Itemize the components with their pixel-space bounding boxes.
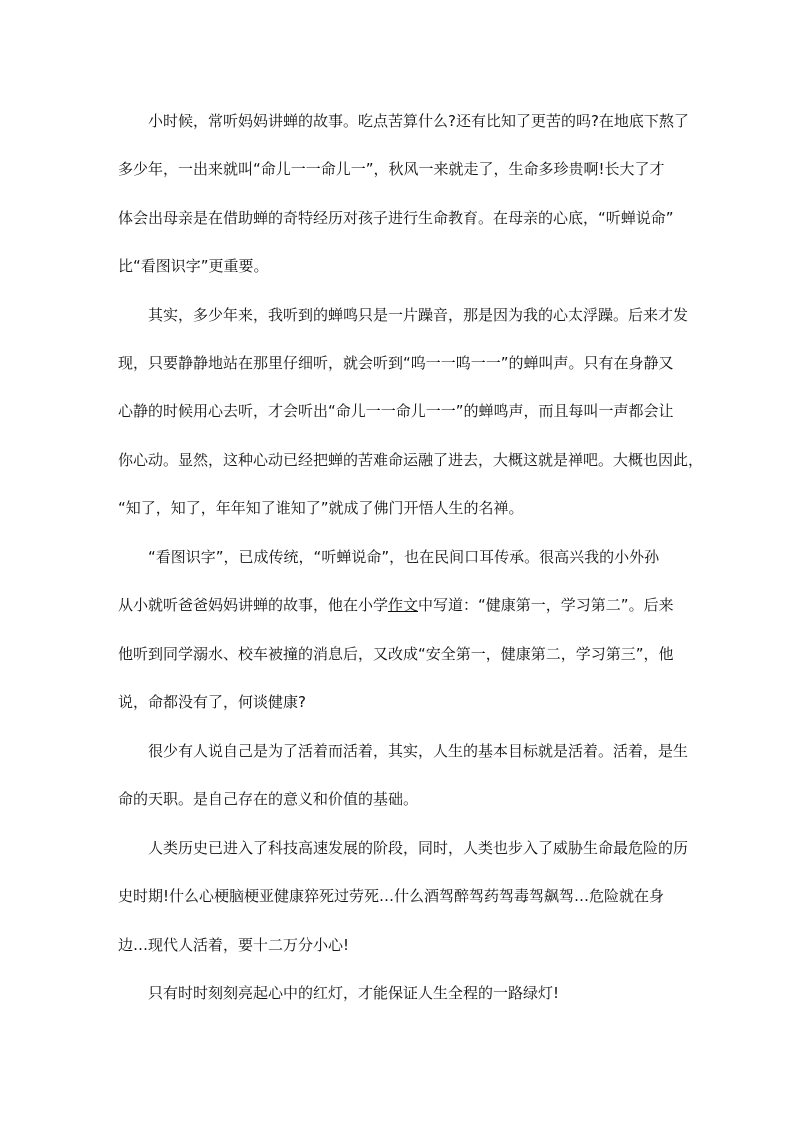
p3-line-1: “看图识字”，已成传统，“听蝉说命”，也在民间口耳传承。很高兴我的小外孙 [148,548,660,566]
p2-line-5: “知了，知了，年年知了谁知了”就成了佛门开悟人生的名禅。 [118,499,524,517]
p1-line-4: 比“看图识字”更重要。 [118,257,269,275]
p3-line-3: 他听到同学溺水、校车被撞的消息后，又改成“安全第一，健康第二，学习第三”，他 [118,645,674,663]
p3-line-2-after: 中写道：“健康第一，学习第二”。后来 [418,596,674,614]
p3-line-4: 说，命都没有了，何谈健康? [118,693,306,711]
p1-line-2: 多少年，一出来就叫“命儿一一命儿一”，秋风一来就走了，生命多珍贵啊!长大了才 [118,160,665,178]
p5-line-3: 边…现代人活着，要十二万分小心! [118,936,350,954]
p3-line-2-before: 从小就听爸爸妈妈讲蝉的故事，他在小学 [118,596,389,614]
p5-line-1: 人类历史已进入了科技高速发展的阶段，同时，人类也步入了威胁生命最危险的历 [148,839,689,857]
p1-line-1: 小时候，常听妈妈讲蝉的故事。吃点苦算什么?还有比知了更苦的吗?在地底下熬了 [148,112,689,130]
p1-line-3: 体会出母亲是在借助蝉的奇特经历对孩子进行生命教育。在母亲的心底，“听蝉说命” [118,209,674,227]
p5-line-2: 史时期!什么心梗脑梗亚健康猝死过劳死…什么酒驾醉驾药驾毒驾飙驾…危险就在身 [118,887,665,905]
p2-line-3: 心静的时候用心去听，才会听出“命儿一一命儿一一”的蝉鸣声，而且每叫一声都会让 [118,402,674,420]
p2-line-2: 现，只要静静地站在那里仔细听，就会听到“呜一一呜一一”的蝉叫声。只有在身静又 [118,354,674,372]
underlined-word-zuowen: 作文 [388,596,419,614]
p2-line-1: 其实，多少年来，我听到的蝉鸣只是一片躁音，那是因为我的心太浮躁。后来才发 [148,306,689,324]
p2-line-4: 你心动。显然，这种心动已经把蝉的苦难命运融了进去，大概这就是禅吧。大概也因此， [118,451,704,469]
p3-line-2 [118,593,674,617]
p4-line-2: 命的天职。是自己存在的意义和价值的基础。 [118,790,419,808]
p4-line-1: 很少有人说自己是为了活着而活着，其实，人生的基本目标就是活着。活着，是生 [148,742,689,760]
p6-line-1: 只有时时刻刻亮起心中的红灯，才能保证人生全程的一路绿灯! [148,984,560,1002]
